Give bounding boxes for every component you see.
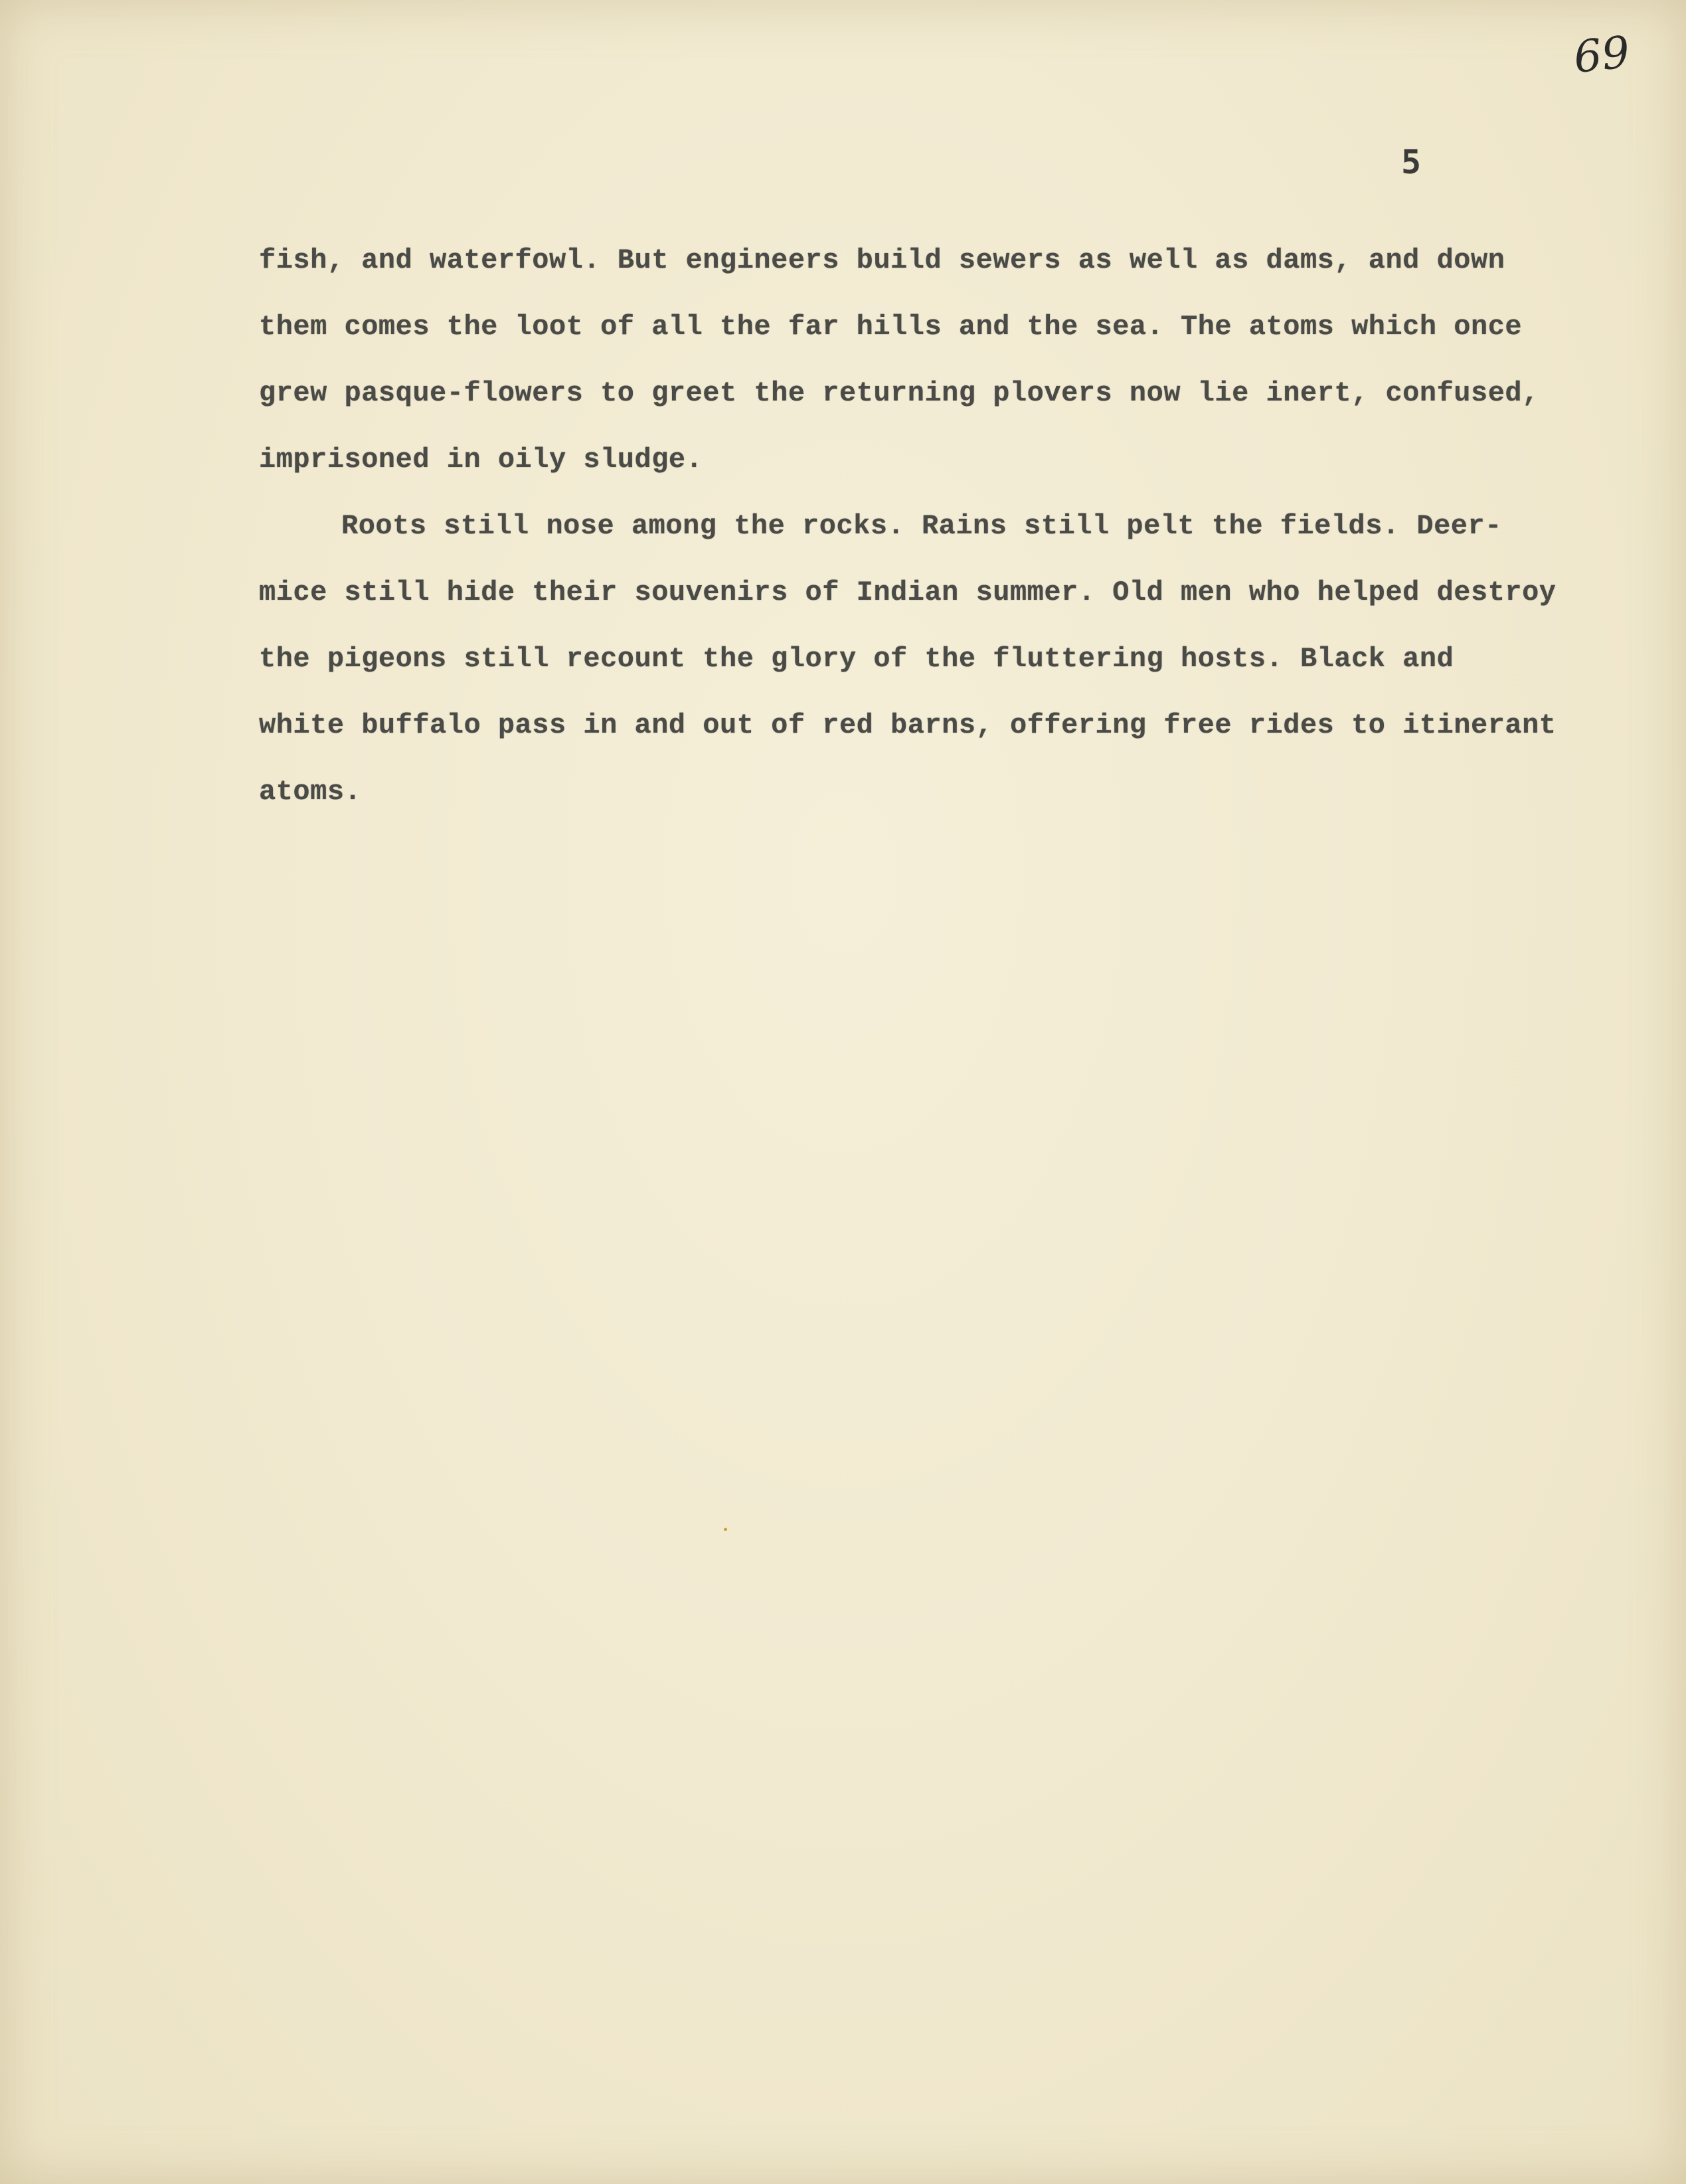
text-line: imprisoned in oily sludge. (259, 444, 703, 476)
text-line: them comes the loot of all the far hills and the sea. The atoms which once (259, 311, 1523, 343)
paragraph-2 (259, 506, 1560, 838)
typed-page-number: 5 (1401, 143, 1422, 181)
handwritten-folio-number: 69 (1571, 26, 1632, 84)
text-line: the pigeons still recount the glory of the fluttering hosts. Black and (259, 643, 1454, 675)
paragraph-1 (259, 240, 1560, 506)
text-line: Roots still nose among the rocks. Rains still pelt the fields. Deer- (341, 510, 1502, 542)
text-line: atoms. (259, 776, 362, 808)
typescript-body (259, 240, 1560, 838)
text-line: white buffalo pass in and out of red barns, offering free rides to itinerant (259, 709, 1557, 741)
text-line: mice still hide their souvenirs of Indian summer. Old men who helped destroy (259, 577, 1557, 608)
text-line: grew pasque-flowers to greet the returning plovers now lie inert, confused, (259, 377, 1539, 409)
paper-speck (724, 1528, 727, 1531)
text-line: fish, and waterfowl. But engineers build sewers as well as dams, and down (259, 244, 1505, 276)
